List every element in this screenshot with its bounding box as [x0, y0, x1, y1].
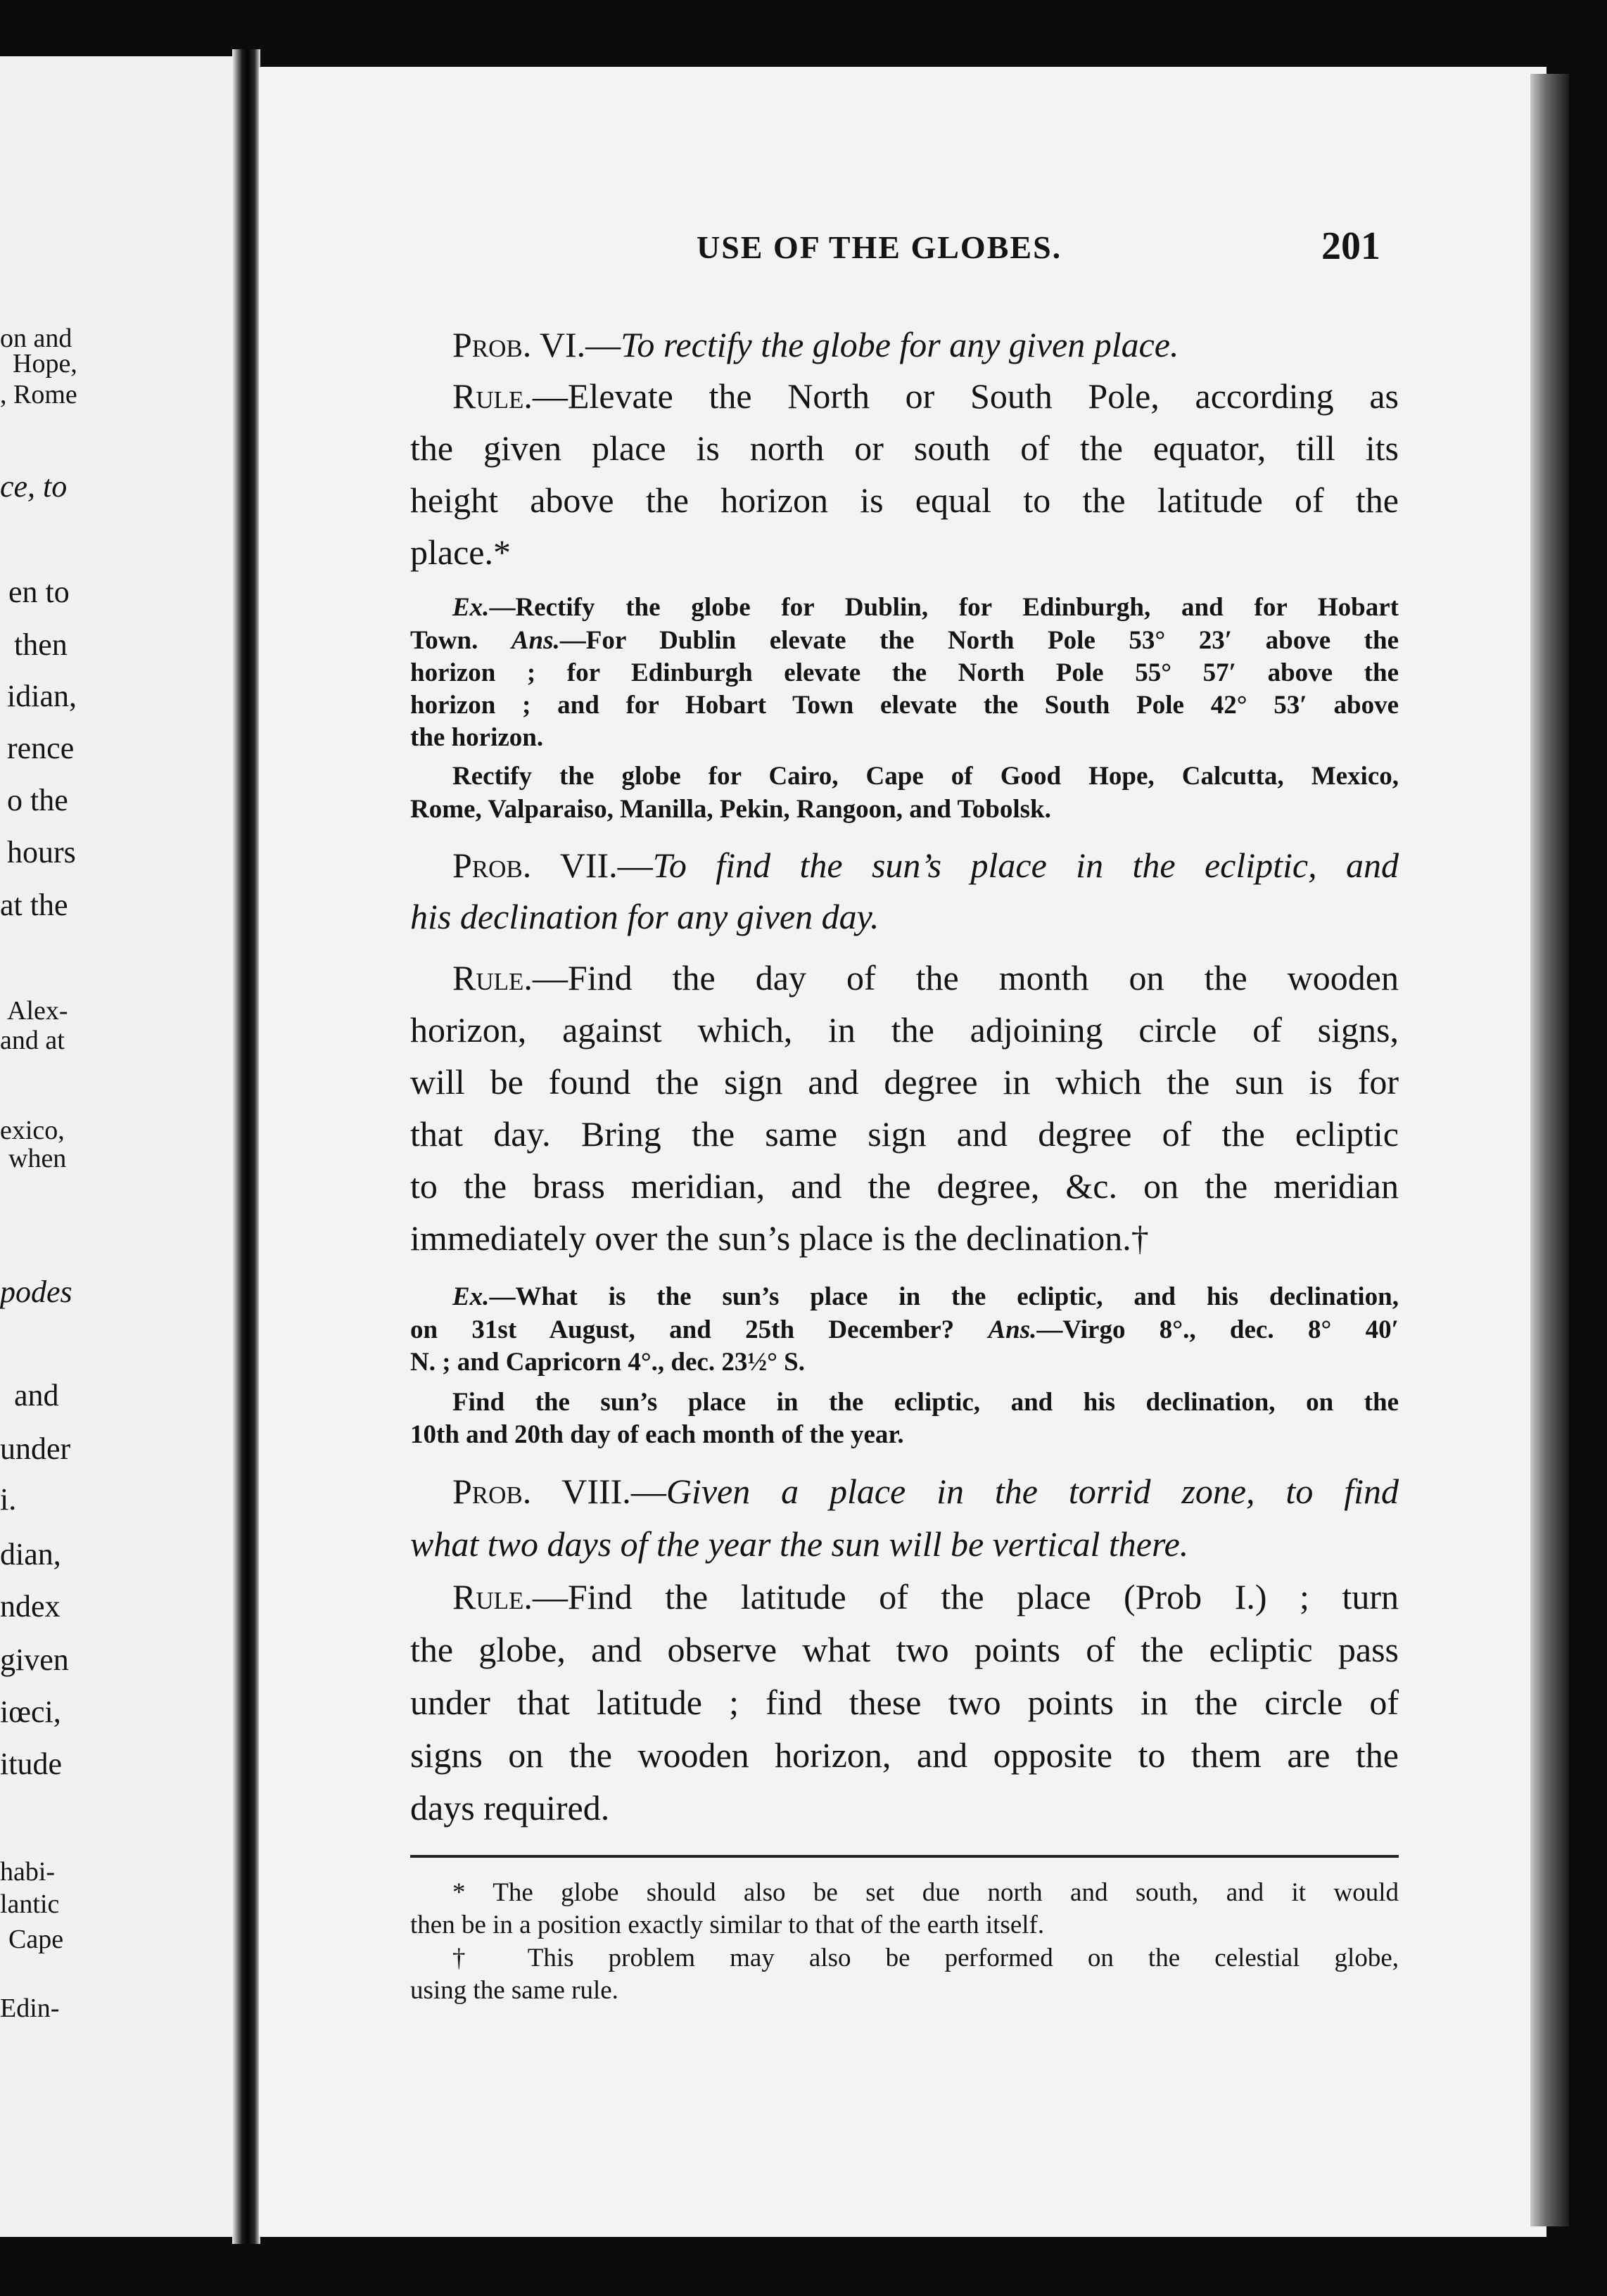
example-line	[410, 627, 1399, 653]
facing-page-fragment: Edin-	[0, 1994, 60, 2023]
page-edge-shadow	[1530, 74, 1569, 2226]
facing-page-fragment: idian,	[7, 679, 77, 713]
footnote-divider	[410, 1855, 1399, 1858]
rule-line: under that latitude ; find these two points in the circle of	[410, 1683, 1399, 1722]
facing-page-fragment: lantic	[0, 1889, 60, 1919]
example-text: Town.	[410, 626, 478, 655]
rule-line	[452, 1579, 1399, 1614]
prob-title: To rectify the globe for any given place.	[621, 325, 1179, 364]
facing-page-fragment: o the	[7, 783, 68, 817]
prob-label: Prob. VII.	[452, 846, 618, 885]
facing-page-fragment: , Rome	[0, 380, 77, 409]
dash: —	[617, 846, 653, 885]
ex-label: Ex.	[452, 1282, 490, 1311]
facing-page-fragment: itude	[0, 1747, 62, 1781]
facing-page-fragment: under	[0, 1431, 71, 1466]
facing-page-fragment: hours	[7, 835, 76, 869]
example-line: horizon ; and for Hobart Town elevate the South Pole 42° 53′ above	[410, 691, 1399, 720]
facing-page-fragment: Cape	[8, 1925, 64, 1954]
facing-page-fragment: rence	[7, 731, 75, 765]
rule-text: —Find the day of the month on the wooden	[532, 958, 1399, 997]
ans-label: Ans.	[511, 626, 560, 655]
ans-label: Ans.	[988, 1315, 1037, 1344]
dash: —	[630, 1472, 666, 1511]
prob8-heading	[452, 1474, 1399, 1509]
example-text: —For Dublin elevate the North Pole 53° 23′ above the	[559, 626, 1399, 655]
rule-line: height above the horizon is equal to the latitude of the	[410, 480, 1399, 520]
facing-page-fragment: then	[14, 627, 68, 662]
facing-page-fragment: i.	[0, 1482, 17, 1517]
rule-line: will be found the sign and degree in which the sun is for	[410, 1062, 1399, 1102]
rule-line: that day. Bring the same sign and degree of the ecliptic	[410, 1114, 1399, 1154]
rule-text: —Find the latitude of the place (Prob I.) ; turn	[532, 1577, 1399, 1616]
rule-text: —Elevate the North or South Pole, according as	[532, 376, 1399, 416]
facing-page-fragment: on and	[0, 324, 72, 353]
rule-line	[452, 378, 1399, 414]
rule-line: place.*	[410, 532, 511, 572]
facing-page-fragment: and	[14, 1378, 59, 1412]
facing-page-fragment: at the	[0, 888, 68, 922]
running-head: USE OF THE GLOBES.	[697, 229, 1062, 265]
prob-title: what two days of the year the sun will be vertical there.	[410, 1524, 1189, 1564]
example-line	[452, 1284, 1399, 1310]
rule-line: immediately over the sun’s place is the declination.†	[410, 1218, 1149, 1258]
rule-line: days required.	[410, 1788, 610, 1828]
example-line: N. ; and Capricorn 4°., dec. 23½° S.	[410, 1348, 805, 1377]
facing-page-fragment: given	[0, 1643, 69, 1677]
page-number: 201	[1321, 224, 1380, 268]
exercise-line: Find the sun’s place in the ecliptic, and his declination, on the	[452, 1388, 1399, 1417]
facing-page-fragment: dian,	[0, 1537, 61, 1571]
footnote-line: using the same rule.	[410, 1976, 618, 2005]
rule-line: the globe, and observe what two points of the ecliptic pass	[410, 1630, 1399, 1669]
rule-line: horizon, against which, in the adjoining circle of signs,	[410, 1010, 1399, 1050]
book-gutter	[232, 49, 260, 2244]
rule-line: the given place is north or south of the equator, till its	[410, 428, 1399, 468]
ex-label: Ex.	[452, 593, 490, 622]
example-text: on 31st August, and 25th December?	[410, 1315, 955, 1344]
prob-title: his declination for any given day.	[410, 897, 879, 936]
example-line	[452, 594, 1399, 620]
rule-line	[452, 960, 1399, 995]
exercise-line: 10th and 20th day of each month of the year.	[410, 1420, 904, 1449]
facing-page-fragment: ce, to	[0, 469, 68, 504]
facing-page-fragment: Alex-	[7, 996, 68, 1026]
example-line	[410, 1317, 1399, 1343]
facing-page	[0, 56, 239, 2237]
footnote-line: then be in a position exactly similar to that of the earth itself.	[410, 1911, 1045, 1939]
prob7-heading	[452, 848, 1399, 883]
facing-page-fragment: and at	[0, 1026, 65, 1055]
prob-title: Given a place in the torrid zone, to find	[666, 1472, 1399, 1511]
prob-title: To find the sun’s place in the ecliptic, and	[652, 846, 1399, 885]
rule-label: Rule.	[452, 1577, 533, 1616]
dash: —	[585, 325, 621, 364]
example-text: —Virgo 8°., dec. 8° 40′	[1036, 1315, 1399, 1344]
exercise-line: Rome, Valparaiso, Manilla, Pekin, Rangoon, and Tobolsk.	[410, 795, 1051, 824]
rule-line: signs on the wooden horizon, and opposite to them are the	[410, 1735, 1399, 1775]
facing-page-fragment: iœci,	[0, 1695, 61, 1729]
footnote-line: * The globe should also be set due north and south, and it would	[452, 1878, 1399, 1907]
prob-label: Prob. VIII.	[452, 1472, 631, 1511]
footnote-line: † This problem may also be performed on the celestial globe,	[452, 1944, 1399, 1972]
facing-page-fragment: en to	[8, 575, 70, 609]
rule-line: to the brass meridian, and the degree, &c. on the meridian	[410, 1166, 1399, 1206]
exercise-line: Rectify the globe for Cairo, Cape of Good Hope, Calcutta, Mexico,	[452, 762, 1399, 791]
example-line: horizon ; for Edinburgh elevate the North Pole 55° 57′ above the	[410, 658, 1399, 687]
rule-label: Rule.	[452, 376, 533, 416]
example-text: —Rectify the globe for Dublin, for Edinburgh, and for Hobart	[489, 593, 1399, 622]
facing-page-fragment: habi-	[0, 1857, 56, 1887]
facing-page-fragment: ndex	[0, 1589, 61, 1624]
facing-page-fragment: exico,	[0, 1116, 65, 1145]
rule-label: Rule.	[452, 958, 533, 997]
example-text: —What is the sun’s place in the ecliptic, and his declination,	[489, 1282, 1399, 1311]
facing-page-fragment: when	[8, 1144, 67, 1173]
example-line: the horizon.	[410, 723, 544, 752]
facing-page-fragment: Hope,	[13, 349, 77, 378]
prob-label: Prob. VI.	[452, 325, 586, 364]
facing-page-fragment: podes	[0, 1275, 72, 1309]
prob6-heading	[452, 327, 1399, 362]
